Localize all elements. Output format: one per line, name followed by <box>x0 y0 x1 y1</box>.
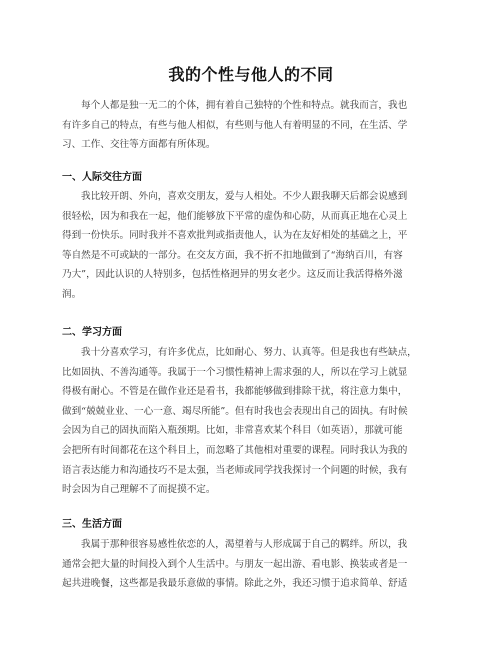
text-line: 我比较开朗、外向，喜欢交朋友，爱与人相处。不少人跟我聊天后都会说感到 <box>81 191 408 202</box>
text-line: 比如固执、不善沟通等。我属于一个习惯性精神上需求强的人，所以在学习上就显 <box>62 366 408 378</box>
text-line: 很轻松，因为和我在一起，他们能够放下平常的虚伪和心防，从而真正地在心灵上 <box>62 210 408 222</box>
text-line: 我属于那种很容易感性依恋的人，渴望着与人形成属于自己的羁绊。所以，我 <box>81 539 408 550</box>
text-line: 做到“兢兢业业、一心一意、竭尽所能”。但有时我也会表现出自己的固执。有时候 <box>62 405 408 417</box>
section-heading-life: 三、生活方面 <box>62 519 122 530</box>
text-line: 会因为自己的固执而陷入瓶颈期。比如，非常喜欢某个科目（如英语），那就可能 <box>62 425 403 437</box>
section-heading-study: 二、学习方面 <box>62 327 122 338</box>
intro-paragraph <box>62 96 442 155</box>
text-line: 语言表达能力和沟通技巧不是太强，当老师或同学找我探讨一个问题的时候，我有 <box>62 464 408 476</box>
text-line: 习、工作、交往等方面都有所体现。 <box>62 139 216 151</box>
text-line: 会把所有时间都花在这个科目上，而忽略了其他相对重要的课程。同时我认为我的 <box>62 444 408 456</box>
text-line: 通常会把大量的时间投入到个人生活中。与朋友一起出游、看电影、换装或者是一 <box>62 558 408 570</box>
text-line: 每个人都是独一无二的个体，拥有着自己独特的个性和特点。就我而言，我也 <box>81 100 408 111</box>
section-paragraph-interpersonal <box>62 187 442 305</box>
text-line: 乃大”，因此认识的人特别多，包括性格迥异的男女老少。这反而让我活得格外滋 <box>62 269 403 281</box>
text-line: 得极有耐心。不管是在做作业还是看书，我都能够做到排除干扰，将注意力集中， <box>62 386 408 398</box>
text-line: 等自然是不可或缺的一部分。在交友方面，我不折不扣地做到了“海纳百川，有容 <box>62 249 403 261</box>
text-line: 起共进晚餐，这些都是我最乐意做的事情。除此之外，我还习惯于追求简单、舒适 <box>62 578 408 590</box>
section-paragraph-life <box>62 535 442 594</box>
section-heading-interpersonal: 一、人际交往方面 <box>62 172 142 183</box>
text-line: 润。 <box>62 288 82 300</box>
text-line: 有许多自己的特点，有些与他人相似，有些则与他人有着明显的不同，在生活、学 <box>62 119 408 131</box>
page-title: 我的个性与他人的不同 <box>168 65 334 84</box>
text-line: 时会因为自己理解不了而捉摸不定。 <box>62 484 216 496</box>
section-paragraph-study <box>62 343 442 500</box>
text-line: 我十分喜欢学习，有许多优点，比如耐心、努力、认真等。但是我也有些缺点， <box>81 347 417 358</box>
text-line: 得到一份快乐。同时我并不喜欢批判或指责他人，认为在友好相处的基础之上，平 <box>62 230 408 242</box>
